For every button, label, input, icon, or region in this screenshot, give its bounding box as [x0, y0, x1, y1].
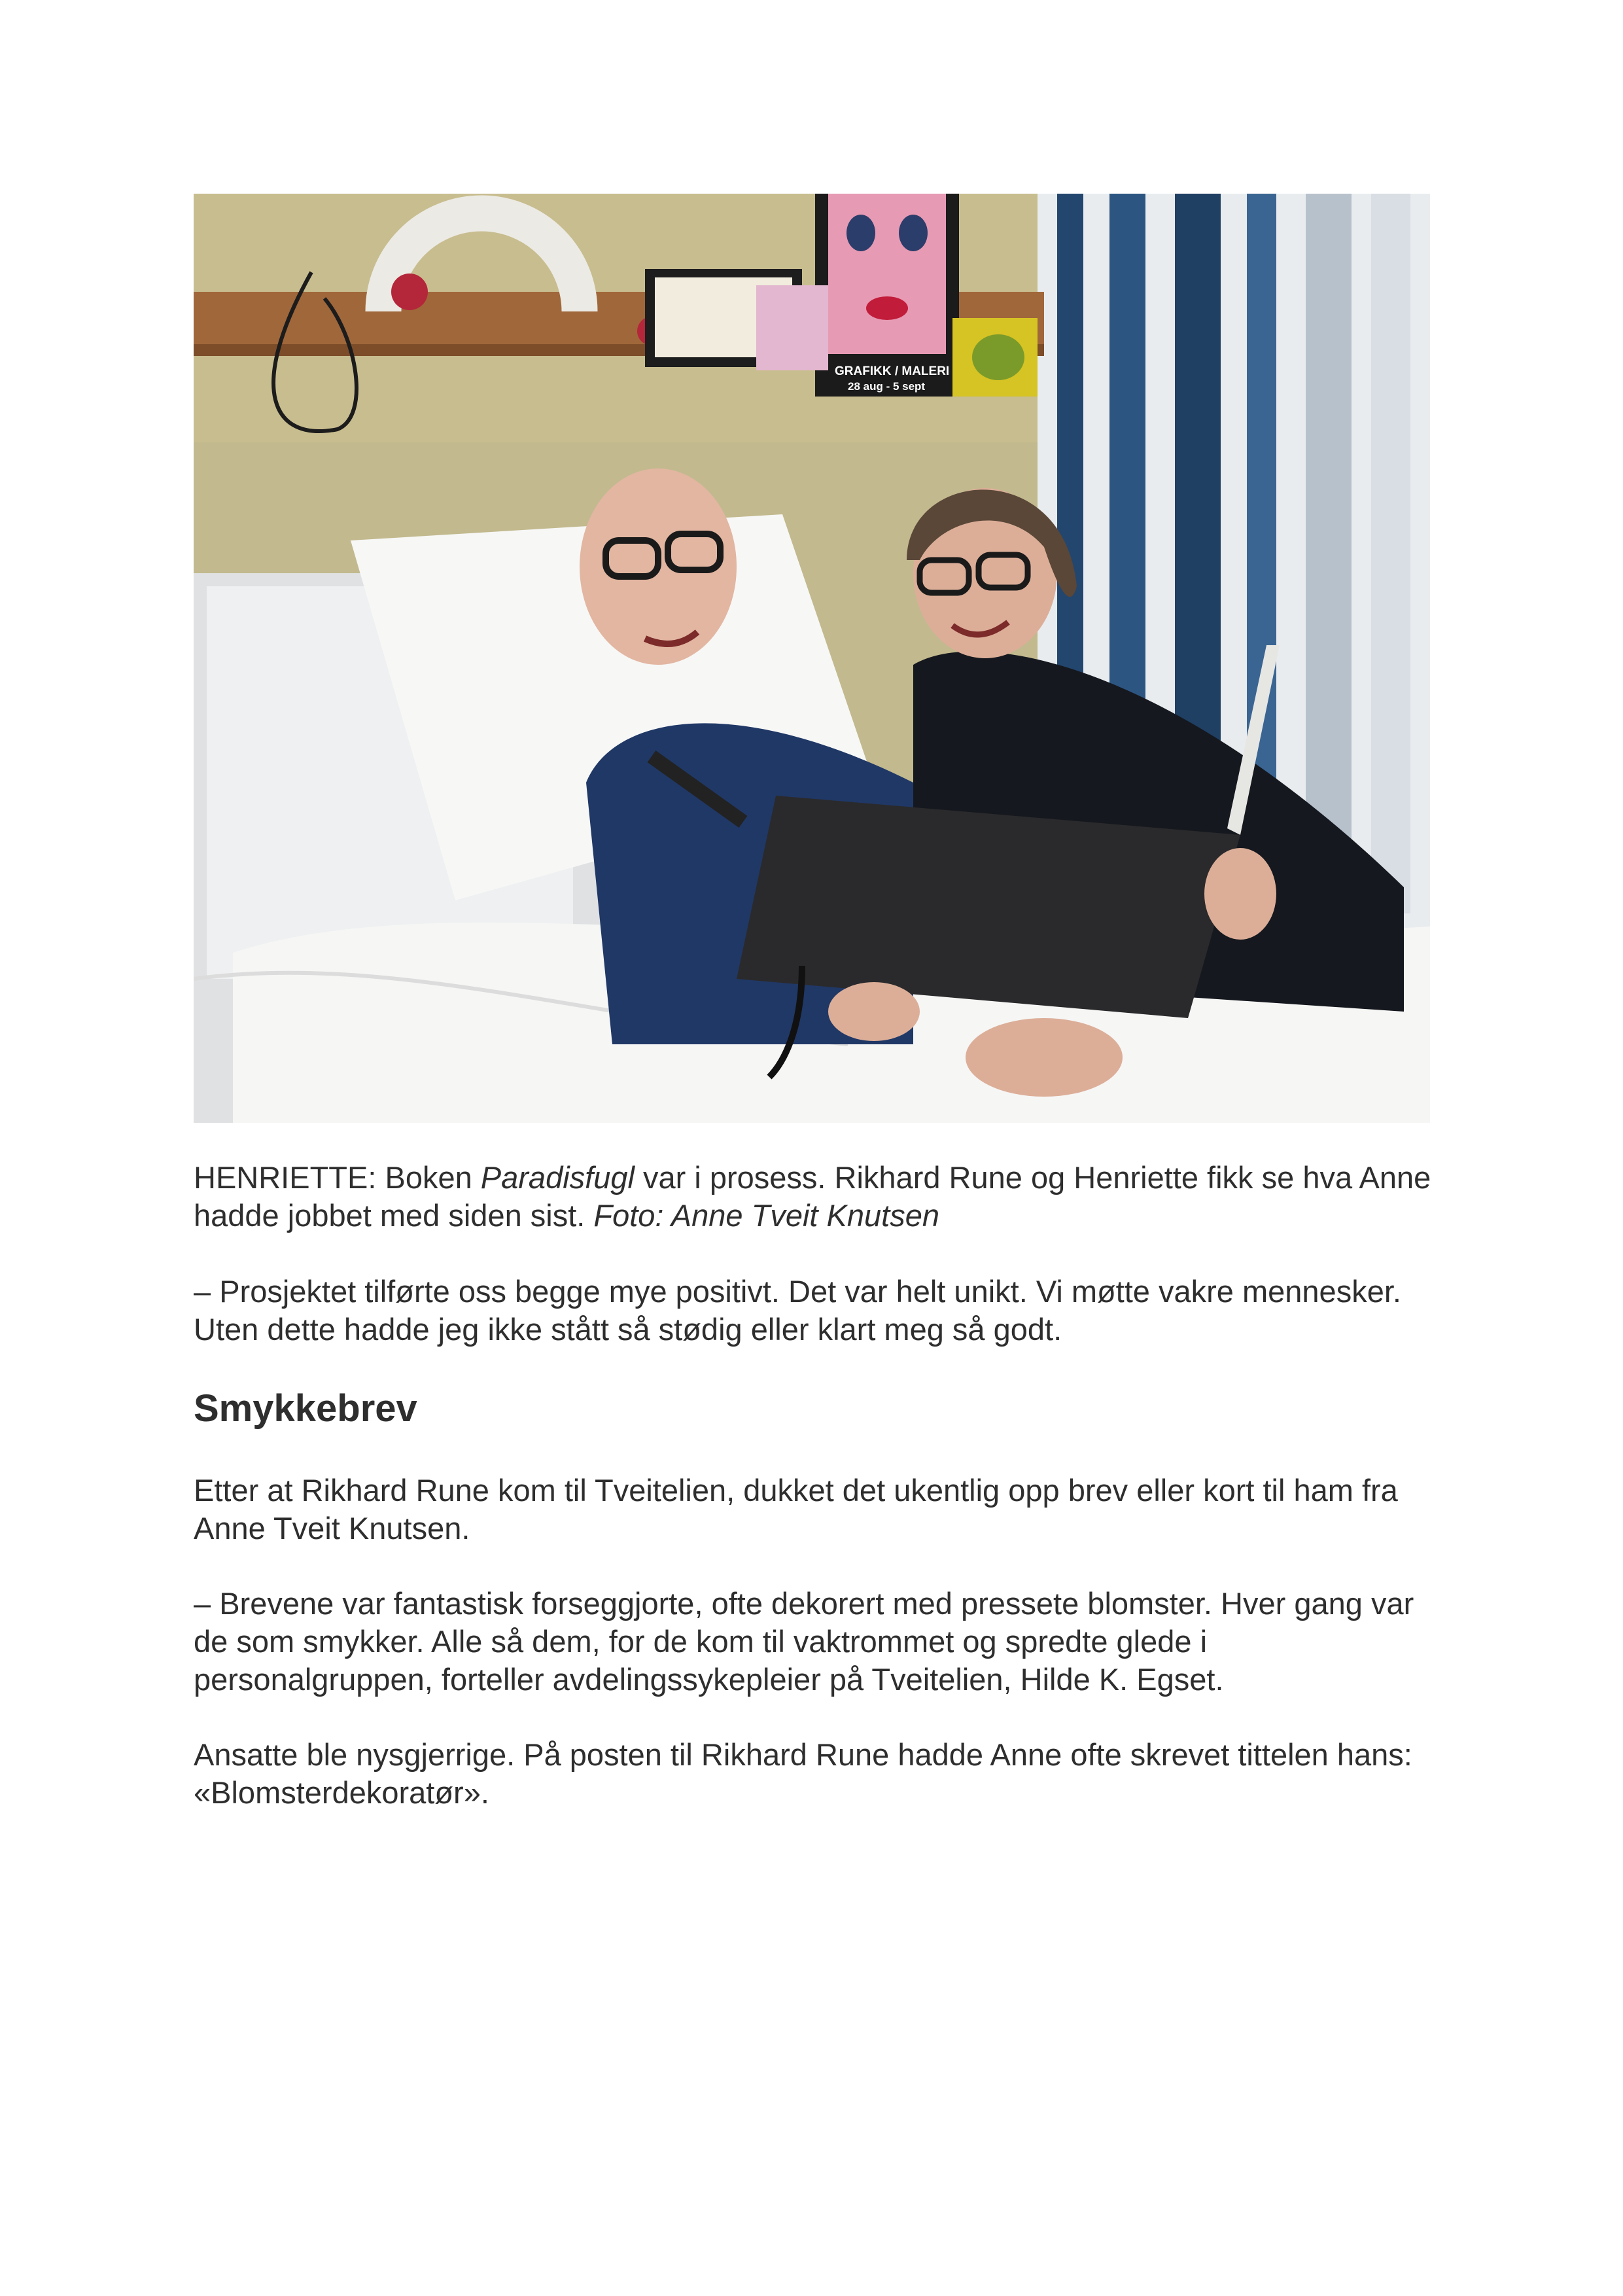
paragraph-1-text: – Prosjektet tilførte oss begge mye positivt. Det var helt unikt. Vi møtte vakre mennesker. Uten dette hadde jeg ikke stått så stødig eller klart meg så godt. [194, 1274, 1401, 1347]
photo-illustration [194, 194, 1430, 1123]
paragraph-1 [194, 1273, 1437, 1349]
caption-lead: HENRIETTE: Boken [194, 1160, 481, 1195]
caption-photo-credit: Foto: Anne Tveit Knutsen [593, 1198, 940, 1233]
paragraph-2-text: Etter at Rikhard Rune kom til Tveitelien, dukket det ukentlig opp brev eller kort til ham fra Anne Tveit Knutsen. [194, 1473, 1398, 1545]
paragraph-4-text: Ansatte ble nysgjerrige. På posten til Rikhard Rune hadde Anne ofte skrevet tittelen hans: «Blomsterdekoratør». [194, 1737, 1412, 1810]
caption-book-title: Paradisfugl [480, 1160, 635, 1195]
paragraph-3-text: – Brevene var fantastisk forseggjorte, ofte dekorert med pressete blomster. Hver gang var de som smykker. Alle så dem, for de kom til vaktrommet og spredte glede i personalgruppen, forteller avdelingssykepleier på Tveitelien, Hilde K. Egset. [194, 1586, 1414, 1697]
photo-caption [194, 1159, 1437, 1235]
article-photo [194, 194, 1430, 1123]
paragraph-2 [194, 1472, 1437, 1547]
paragraph-4 [194, 1736, 1437, 1812]
caption-body: var i prosess. Rikhard Rune og Henriette fikk se hva Anne hadde jobbet med siden sist. [194, 1160, 1431, 1233]
section-heading [194, 1386, 1437, 1432]
wall-print-text-2: 28 aug - 5 sept [848, 380, 926, 393]
section-heading-text: Smykkebrev [194, 1387, 417, 1430]
wall-print-text-1: GRAFIKK / MALERI [835, 364, 950, 378]
paragraph-3 [194, 1585, 1437, 1699]
